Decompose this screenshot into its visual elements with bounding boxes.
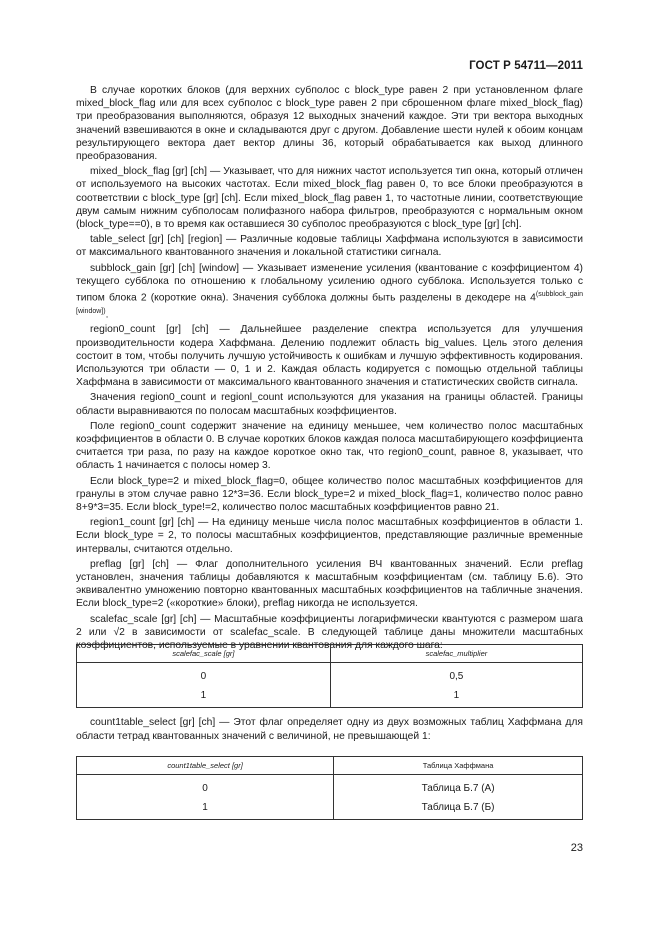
paragraph: count1table_select [gr] [ch] — Этот флаг определяет одну из двух возможных таблиц Хаффмана для области тетрад квантованных значений с величиной, не превышающей 1: <box>76 717 583 742</box>
table-row <box>77 663 583 687</box>
table-header: scalefac_scale [gr] <box>77 645 331 663</box>
paragraph: Значения region0_count и regionl_count используются для указания на границы областей. Границы области выравниваются по полосам масштабных коэффициентов. <box>76 392 583 417</box>
paragraph: region1_count [gr] [ch] — На единицу меньше числа полос масштабных коэффициентов в области 1. Если block_type = 2, то полосы масштабных коэффициентов, представляющие различные временные интервалы, считаются отдельно. <box>76 517 583 555</box>
paragraph: subblock_gain [gr] [ch] [window] — Указывает изменение усиления (квантование с коэффициентом 4) текущего субблока по отношению к глобальному усилению одного субблока. Используется только с типом блока 2 (короткие окна). Значения субблока должны быть разделены в декодере на $4^{(subblock\_gain [window])}$. <box>76 262 583 321</box>
paragraph: table_select [gr] [ch] [region] — Различные кодовые таблицы Хаффмана используются в зависимости от максимального квантованного значения и локальной статистики сигнала. <box>76 234 583 259</box>
subblock-gain-text: subblock_gain [gr] [ch] [window] — Указывает изменение усиления (квантование с коэффициентом 4) текущего субблока по отношению к глобальному усилению одного субблока. Используется только с типом блока 2 (короткие окна). Значения субблока должны быть разделены в декодере на 4 <box>76 262 583 304</box>
scalefac-table <box>76 644 583 708</box>
table-cell: 0,5 <box>330 663 582 687</box>
table-cell: 1 <box>77 686 331 708</box>
document-code: ГОСТ Р 54711—2011 <box>469 60 583 72</box>
body-text <box>76 84 583 652</box>
paragraph: В случае коротких блоков (для верхних субполос с block_type равен 2 при установленном флаге mixed_block_flag или для всех субполос с block_type равен 2 при сброшенном флаге mixed_block_flag) три преобразования выполняются, образуя 12 выходных значений каждое. Эти три вектора выходных значений взвешиваются в окне и складываются друг с другом. Добавление шести нулей к обоим концам результирующего вектора дает вектор длины 36, который обрабатывается как выход длинного преобразования. <box>76 85 583 163</box>
table-cell: Таблица Б.7 (Б) <box>334 798 583 820</box>
table-row <box>77 775 583 799</box>
paragraph: preflag [gr] [ch] — Флаг дополнительного усиления ВЧ квантованных значений. Если preflag установлен, значения таблицы добавляются к масштабным коэффициентам (см. таблицу Б.6). Это эквивалентно умножению повторно квантованных масштабных коэффициентов на табличные значения. Если block_type=2 («короткие» блоки), preflag никогда не используется. <box>76 558 583 610</box>
table-header: count1table_select [gr] <box>77 757 334 775</box>
exponent: (subblock_gain [window]) <box>76 291 583 315</box>
table-cell: 0 <box>77 663 331 687</box>
table-row <box>77 798 583 820</box>
table-header: Таблица Хаффмана <box>334 757 583 775</box>
paragraph: mixed_block_flag [gr] [ch] — Указывает, что для нижних частот используется тип окна, который отличен от используемого на высоких частотах. Если mixed_block_flag равен 0, то все блоки преобразуются в соответствии с block_type [gr] [ch]. Если mixed_block_flag равен 1, то частотные линии, соответствующие двум самым нижним субполосам полифазного набора фильтров, преобразуются с нормальным окном (block_type==0), в то время как оставшиеся 30 субполос преобразуются с block_type [gr] [ch]. <box>76 166 583 231</box>
paragraph: scalefac_scale [gr] [ch] — Масштабные коэффициенты логарифмически квантуются с размером шага 2 или √2 в зависимости от scalefac_scale. В следующей таблице даны множители масштабных коэффициентов, используемые в уравнении квантования для каждого шага: <box>76 613 583 651</box>
table-cell: 1 <box>77 798 334 820</box>
paragraph: Если block_type=2 и mixed_block_flag=0, общее количество полос масштабных коэффициентов для гранулы в этом случае равно 12*3=36. Если block_type=2 и mixed_block_flag=1, количество полос равно 8+9*3=35. Если block_type!=2, количество полос масштабных коэффициентов равно 21. <box>76 475 583 513</box>
table-row <box>77 686 583 708</box>
paragraph: region0_count [gr] [ch] — Дальнейшее разделение спектра используется для улучшения производительности кодера Хаффмана. Делению подлежит область big_values. Цель этого деления состоит в том, чтобы получить лучшую устойчивость к ошибкам и лучшую эффективность кодирования. Используются три области — 0, 1 и 2. Каждая область кодируется с помощью отдельной таблицы Хаффмана в зависимости от максимального квантованного значения и статистических свойств сигнала. <box>76 324 583 389</box>
table-cell: 0 <box>77 775 334 799</box>
page-number: 23 <box>570 842 583 854</box>
table-cell: Таблица Б.7 (А) <box>334 775 583 799</box>
paragraph: Поле region0_count содержит значение на единицу меньшее, чем количество полос масштабных коэффициентов в области 0. В случае коротких блоков каждая полоса масштабирующего коэффициента считается три раза, по разу на каждое короткое окно так, что region0_count, равное 8, указывает, что область 1 начинается с полосы номер 3. <box>76 420 583 472</box>
huffman-table <box>76 756 583 820</box>
table-header: scalefac_multiplier <box>330 645 582 663</box>
table-cell: 1 <box>330 686 582 708</box>
